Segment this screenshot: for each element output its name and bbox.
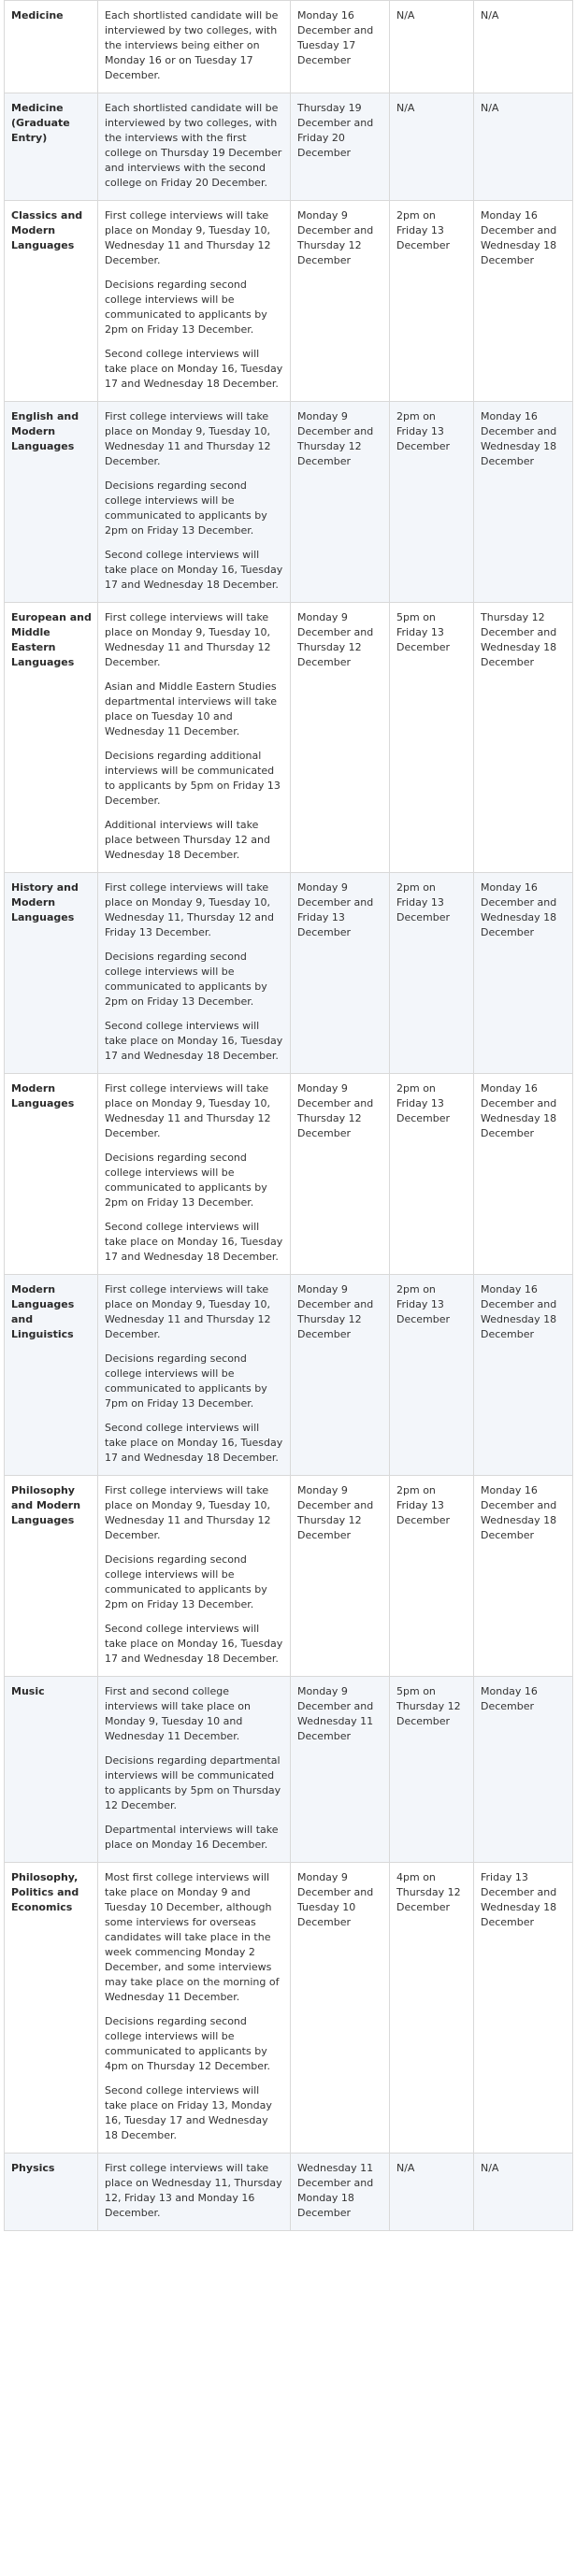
second-interview-dates-cell: N/A [474, 2154, 573, 2231]
detail-paragraph: Decisions regarding second college interviews will be communicated to applicants by 2pm on Friday 13 December. [105, 479, 267, 537]
table-row [5, 873, 573, 1074]
second-interview-dates-cell: N/A [474, 93, 573, 201]
details-cell [98, 1, 291, 93]
detail-paragraph: First college interviews will take place on Monday 9, Tuesday 10, Wednesday 11 and Thursday 12 December. [105, 611, 271, 668]
detail-paragraph: First college interviews will take place on Monday 9, Tuesday 10, Wednesday 11 and Thursday 12 December. [105, 209, 271, 266]
first-interview-dates-cell: Wednesday 11 December and Monday 18 December [291, 2154, 390, 2231]
detail-paragraph: First college interviews will take place on Monday 9, Tuesday 10, Wednesday 11 and Thursday 12 December. [105, 410, 271, 467]
detail-paragraph: Second college interviews will take place on Friday 13, Monday 16, Tuesday 17 and Wednesday 18 December. [105, 2084, 272, 2141]
second-interview-dates-cell: Thursday 12 December and Wednesday 18 December [474, 603, 573, 873]
decision-time-cell: 2pm on Friday 13 December [390, 1074, 474, 1275]
detail-paragraph: Additional interviews will take place between Thursday 12 and Wednesday 18 December. [105, 819, 270, 861]
subject-cell: Physics [5, 2154, 98, 2231]
detail-paragraph: First college interviews will take place on Monday 9, Tuesday 10, Wednesday 11 and Thursday 12 December. [105, 1283, 271, 1340]
first-interview-dates-cell: Monday 9 December and Thursday 12 December [291, 1476, 390, 1677]
detail-paragraph: Asian and Middle Eastern Studies departmental interviews will take place on Tuesday 10 and Wednesday 11 December. [105, 680, 278, 737]
table-row [5, 1074, 573, 1275]
detail-paragraph: Second college interviews will take place on Monday 16, Tuesday 17 and Wednesday 18 December. [105, 1020, 283, 1062]
details-cell [98, 1275, 291, 1476]
second-interview-dates-cell: Monday 16 December and Wednesday 18 December [474, 201, 573, 402]
details-cell [98, 1677, 291, 1863]
table-row [5, 2154, 573, 2231]
table-row [5, 1275, 573, 1476]
first-interview-dates-cell: Monday 9 December and Friday 13 December [291, 873, 390, 1074]
decision-time-cell: 4pm on Thursday 12 December [390, 1863, 474, 2154]
interview-dates-table [4, 0, 573, 2231]
decision-time-cell: 2pm on Friday 13 December [390, 1275, 474, 1476]
table-row [5, 1, 573, 93]
subject-cell: Medicine (Graduate Entry) [5, 93, 98, 201]
details-cell [98, 402, 291, 603]
subject-cell: European and Middle Eastern Languages [5, 603, 98, 873]
first-interview-dates-cell: Monday 9 December and Thursday 12 December [291, 201, 390, 402]
detail-paragraph: Each shortlisted candidate will be interviewed by two colleges, with the interviews being either on Monday 16 or on Tuesday 17 December. [105, 9, 279, 81]
detail-paragraph: Departmental interviews will take place on Monday 16 December. [105, 1824, 279, 1851]
subject-cell: History and Modern Languages [5, 873, 98, 1074]
detail-paragraph: Most first college interviews will take place on Monday 9 and Tuesday 10 December, although some interviews for overseas candidates will take place in the week commencing Monday 2 December, and some interviews may take place on the morning of Wednesday 11 December. [105, 1871, 280, 2003]
decision-time-cell: N/A [390, 2154, 474, 2231]
detail-paragraph: Decisions regarding second college interviews will be communicated to applicants by 7pm on Friday 13 December. [105, 1352, 267, 1410]
table-row [5, 1863, 573, 2154]
decision-time-cell: 2pm on Friday 13 December [390, 201, 474, 402]
second-interview-dates-cell: Monday 16 December and Wednesday 18 December [474, 402, 573, 603]
details-cell [98, 1863, 291, 2154]
detail-paragraph: First college interviews will take place on Monday 9, Tuesday 10, Wednesday 11 and Thursday 12 December. [105, 1484, 271, 1541]
details-cell [98, 2154, 291, 2231]
decision-time-cell: N/A [390, 93, 474, 201]
decision-time-cell: 2pm on Friday 13 December [390, 1476, 474, 1677]
detail-paragraph: Decisions regarding additional interviews will be communicated to applicants by 5pm on Friday 13 December. [105, 750, 281, 807]
table-row [5, 1677, 573, 1863]
decision-time-cell: 5pm on Thursday 12 December [390, 1677, 474, 1863]
subject-cell: Modern Languages and Linguistics [5, 1275, 98, 1476]
detail-paragraph: First and second college interviews will take place on Monday 9, Tuesday 10 and Wednesday 11 December. [105, 1685, 251, 1742]
first-interview-dates-cell: Thursday 19 December and Friday 20 December [291, 93, 390, 201]
subject-cell: Philosophy and Modern Languages [5, 1476, 98, 1677]
detail-paragraph: Second college interviews will take place on Monday 16, Tuesday 17 and Wednesday 18 December. [105, 1221, 283, 1263]
decision-time-cell: 5pm on Friday 13 December [390, 603, 474, 873]
detail-paragraph: Decisions regarding second college interviews will be communicated to applicants by 2pm on Friday 13 December. [105, 1152, 267, 1209]
table-row [5, 402, 573, 603]
subject-cell: English and Modern Languages [5, 402, 98, 603]
detail-paragraph: First college interviews will take place on Wednesday 11, Thursday 12, Friday 13 and Monday 16 December. [105, 2162, 282, 2219]
subject-cell: Philosophy, Politics and Economics [5, 1863, 98, 2154]
detail-paragraph: Second college interviews will take place on Monday 16, Tuesday 17 and Wednesday 18 December. [105, 348, 283, 390]
decision-time-cell: 2pm on Friday 13 December [390, 402, 474, 603]
details-cell [98, 1074, 291, 1275]
second-interview-dates-cell: Monday 16 December and Wednesday 18 December [474, 873, 573, 1074]
table-row [5, 1476, 573, 1677]
table-row [5, 201, 573, 402]
detail-paragraph: Decisions regarding second college interviews will be communicated to applicants by 2pm on Friday 13 December. [105, 279, 267, 336]
details-cell [98, 1476, 291, 1677]
decision-time-cell: 2pm on Friday 13 December [390, 873, 474, 1074]
second-interview-dates-cell: Monday 16 December and Wednesday 18 December [474, 1275, 573, 1476]
subject-cell: Classics and Modern Languages [5, 201, 98, 402]
second-interview-dates-cell: Monday 16 December and Wednesday 18 December [474, 1476, 573, 1677]
details-cell [98, 873, 291, 1074]
details-cell [98, 93, 291, 201]
detail-paragraph: Second college interviews will take place on Monday 16, Tuesday 17 and Wednesday 18 December. [105, 549, 283, 591]
detail-paragraph: First college interviews will take place on Monday 9, Tuesday 10, Wednesday 11 and Thursday 12 December. [105, 1082, 271, 1139]
second-interview-dates-cell: N/A [474, 1, 573, 93]
first-interview-dates-cell: Monday 9 December and Thursday 12 December [291, 402, 390, 603]
subject-cell: Modern Languages [5, 1074, 98, 1275]
second-interview-dates-cell: Monday 16 December [474, 1677, 573, 1863]
first-interview-dates-cell: Monday 9 December and Wednesday 11 December [291, 1677, 390, 1863]
first-interview-dates-cell: Monday 9 December and Thursday 12 December [291, 603, 390, 873]
detail-paragraph: Second college interviews will take place on Monday 16, Tuesday 17 and Wednesday 18 December. [105, 1422, 283, 1464]
detail-paragraph: Decisions regarding second college interviews will be communicated to applicants by 4pm on Thursday 12 December. [105, 2015, 271, 2072]
detail-paragraph: Each shortlisted candidate will be interviewed by two colleges, with the interviews with the first college on Thursday 19 December and interviews with the second college on Friday 20 December. [105, 102, 282, 189]
details-cell [98, 603, 291, 873]
table-body [5, 1, 573, 2231]
second-interview-dates-cell: Monday 16 December and Wednesday 18 December [474, 1074, 573, 1275]
first-interview-dates-cell: Monday 9 December and Thursday 12 December [291, 1074, 390, 1275]
subject-cell: Music [5, 1677, 98, 1863]
detail-paragraph: Decisions regarding second college interviews will be communicated to applicants by 2pm on Friday 13 December. [105, 1553, 267, 1610]
first-interview-dates-cell: Monday 9 December and Tuesday 10 December [291, 1863, 390, 2154]
first-interview-dates-cell: Monday 16 December and Tuesday 17 December [291, 1, 390, 93]
detail-paragraph: Second college interviews will take place on Monday 16, Tuesday 17 and Wednesday 18 December. [105, 1623, 283, 1665]
table-row [5, 603, 573, 873]
detail-paragraph: Decisions regarding departmental interviews will be communicated to applicants by 5pm on Thursday 12 December. [105, 1754, 281, 1811]
second-interview-dates-cell: Friday 13 December and Wednesday 18 December [474, 1863, 573, 2154]
decision-time-cell: N/A [390, 1, 474, 93]
details-cell [98, 201, 291, 402]
detail-paragraph: Decisions regarding second college interviews will be communicated to applicants by 2pm on Friday 13 December. [105, 951, 267, 1008]
detail-paragraph: First college interviews will take place on Monday 9, Tuesday 10, Wednesday 11, Thursday 12 and Friday 13 December. [105, 881, 275, 938]
subject-cell: Medicine [5, 1, 98, 93]
first-interview-dates-cell: Monday 9 December and Thursday 12 December [291, 1275, 390, 1476]
table-row [5, 93, 573, 201]
